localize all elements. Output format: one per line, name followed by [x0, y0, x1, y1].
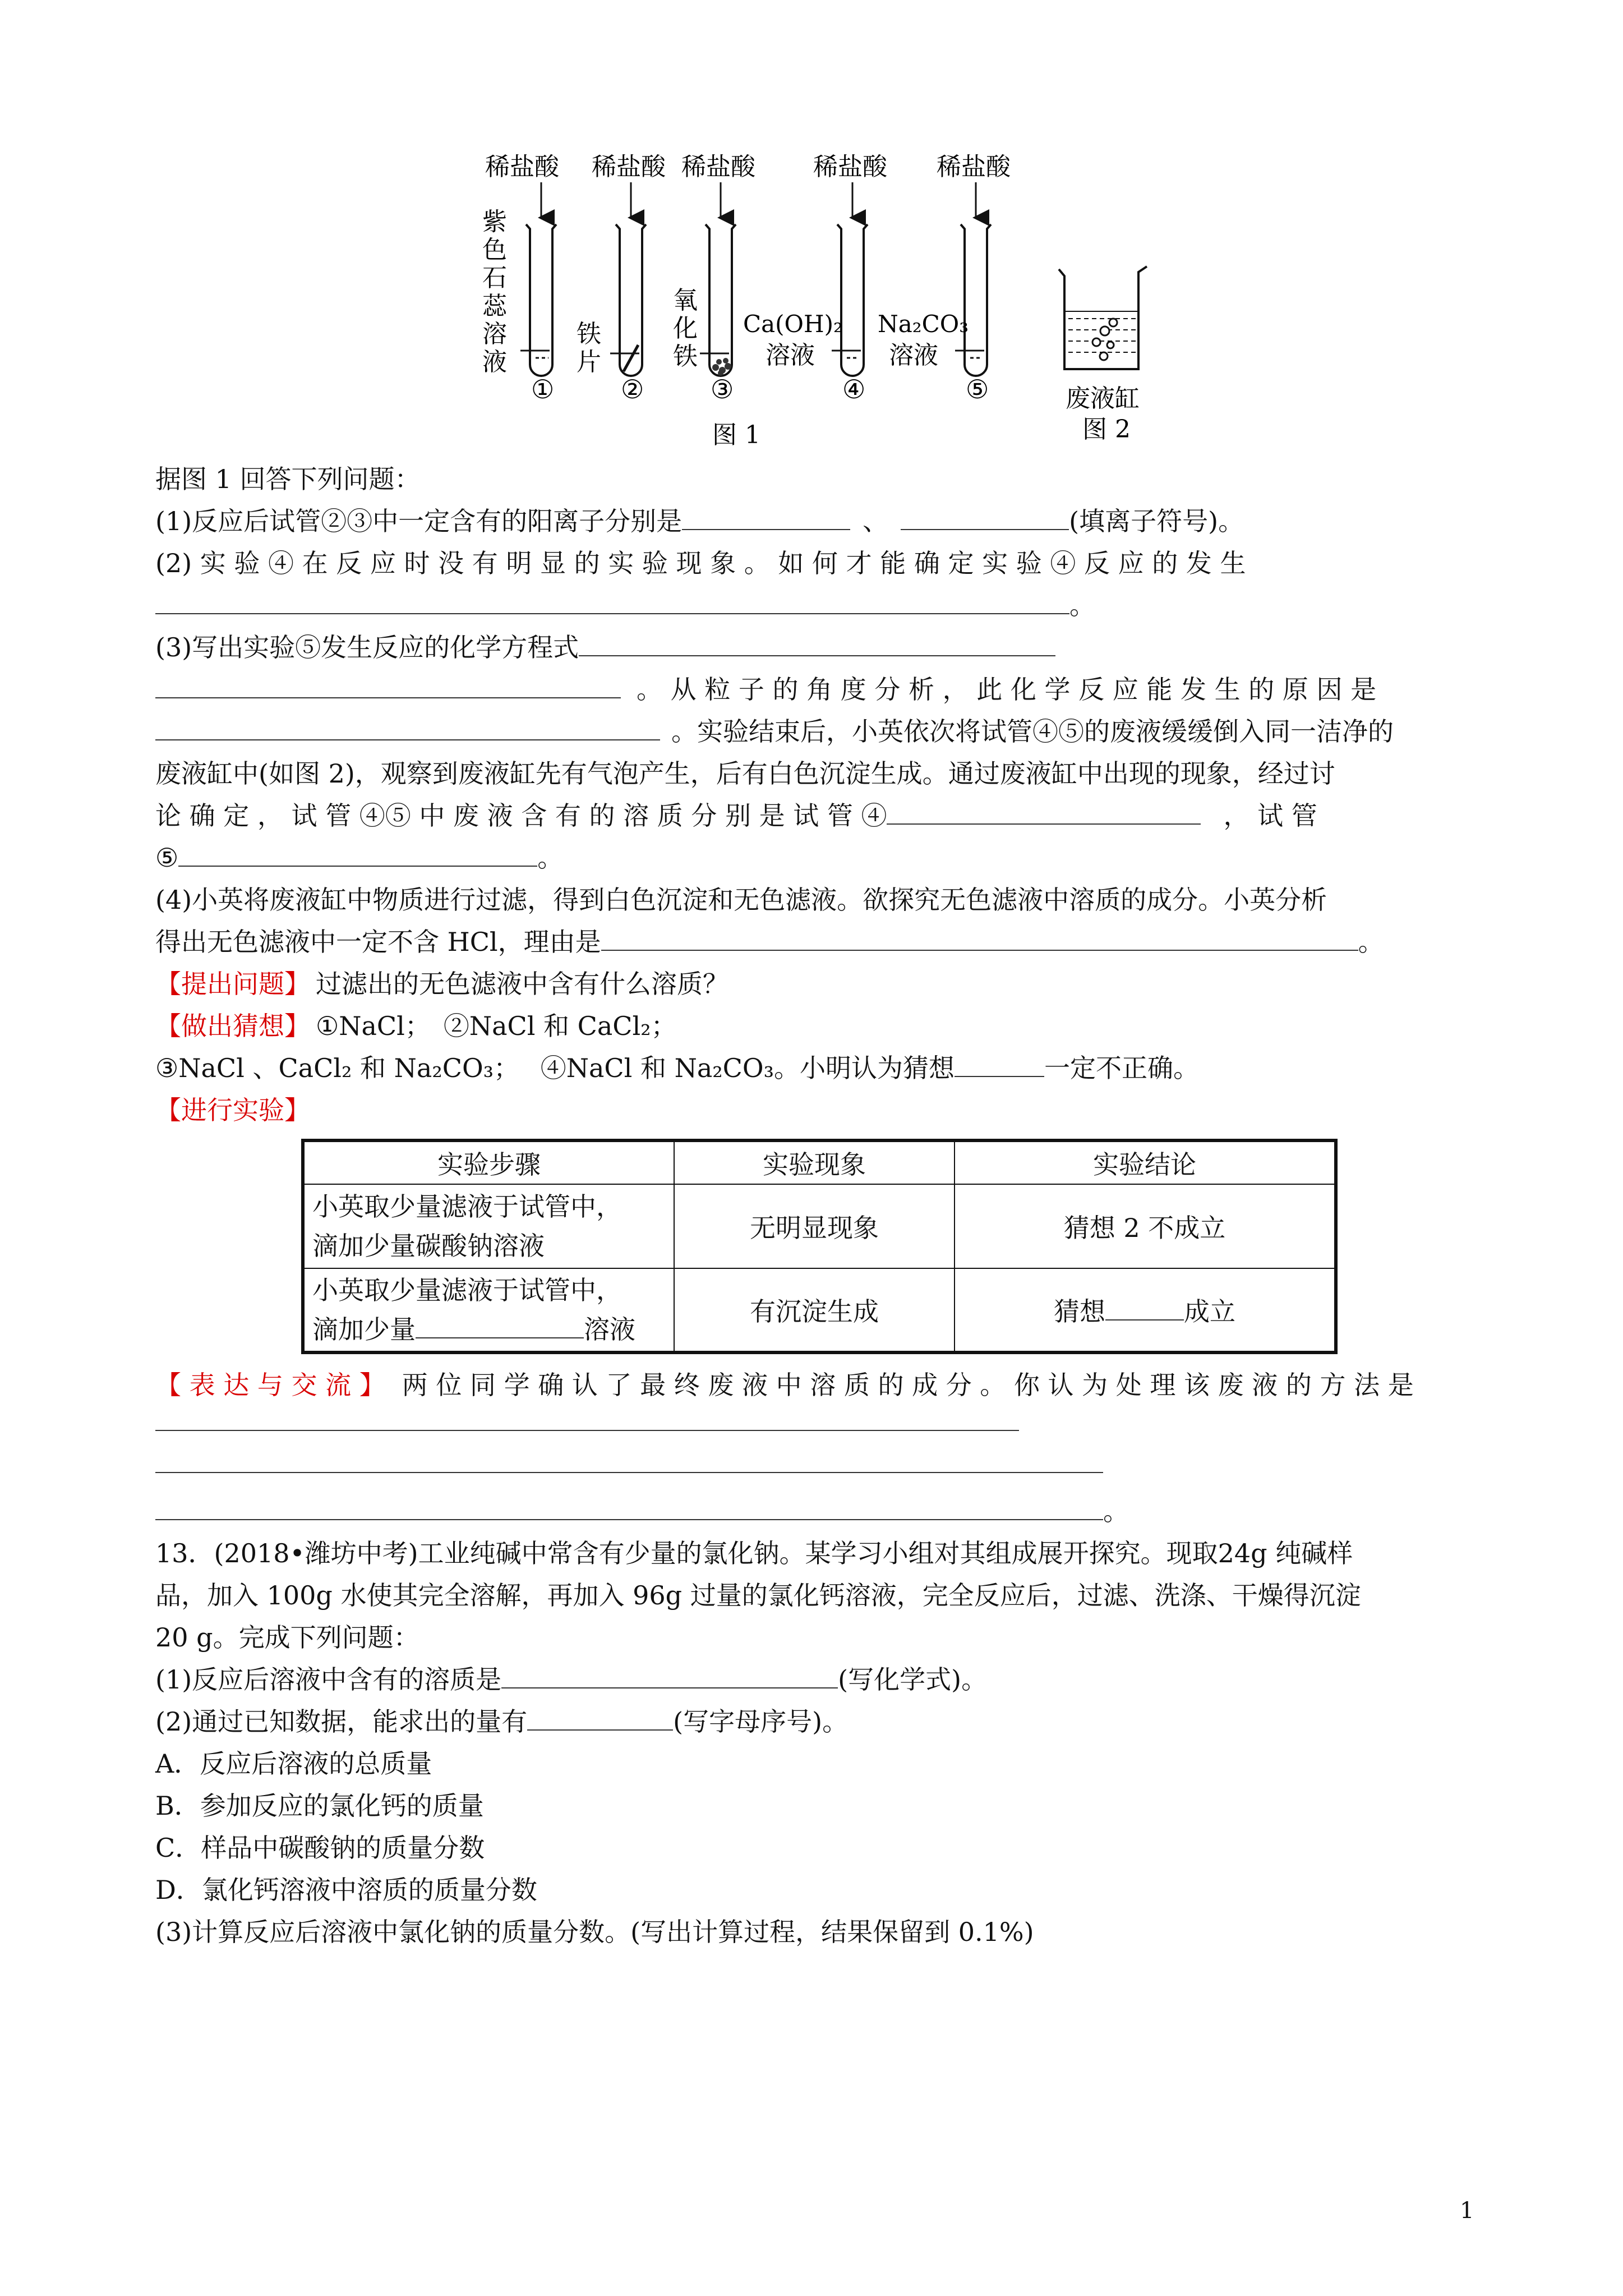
guess-text: ①NaCl； ②NaCl 和 CaCl₂； [316, 1011, 677, 1041]
row2-step-a: 小英取少量滤液于试管中， [312, 1275, 622, 1305]
experiment-tag: 【进行实验】 [155, 1095, 310, 1125]
express-text: 两 位 同 学 确 认 了 最 终 废 液 中 溶 质 的 成 分 。 你 认 为 处 理 该 废 液 的 方 法 是 [402, 1370, 1414, 1400]
q13-options-blank[interactable] [527, 1729, 673, 1731]
experiment-table [301, 1139, 1338, 1354]
tube5-label: Na₂CO₃ [878, 310, 969, 338]
row2-observation: 有沉淀生成 [674, 1268, 955, 1352]
q13-sub1-end: (写化学式)。 [838, 1664, 988, 1695]
question-3-line2 [155, 669, 1376, 706]
express-blank-3 [155, 1491, 1129, 1528]
guess-line-2 [155, 1048, 1199, 1085]
table-row [303, 1184, 1336, 1268]
tube-num-3: ③ [711, 374, 734, 404]
table-header-step: 实验步骤 [303, 1140, 674, 1184]
tube4-label: Ca(OH)₂ [743, 310, 843, 338]
option-c: C．样品中碳酸钠的质量分数 [155, 1833, 485, 1863]
question-3-line4: 废液缸中(如图 2)，观察到废液缸先有气泡产生，后有白色沉淀生成。通过废液缸中出现的现象，经过讨 [155, 758, 1335, 789]
question-3-line6 [155, 838, 563, 875]
q3-text-b: 。 从 粒 子 的 角 度 分 析 ， 此 化 学 反 应 能 发 生 的 原 因 是 [637, 674, 1377, 705]
q3-text-e: 论 确 定 ， 试 管 ④⑤ 中 废 液 含 有 的 溶 质 分 别 是 试 管 ④ [155, 800, 887, 831]
table-row [303, 1268, 1336, 1352]
q1-blank-2[interactable] [901, 528, 1069, 530]
row1-step [303, 1184, 674, 1268]
q13-solute-blank[interactable] [501, 1687, 838, 1688]
row1-step-b: 滴加少量碳酸钠溶液 [312, 1231, 545, 1261]
beaker-label: 废液缸 [1066, 384, 1140, 413]
guess-tag: 【做出猜想】 [155, 1011, 310, 1041]
q3-text-f: ⑤ [155, 843, 179, 873]
q3-blank-equation[interactable] [579, 655, 1055, 656]
figure-1-caption: 图 1 [712, 421, 760, 449]
acid-label-3: 稀盐酸 [681, 153, 755, 181]
row2-concl-a: 猜想 [1054, 1296, 1105, 1327]
q2-end: 。 [1069, 590, 1095, 620]
row1-observation: 无明显现象 [674, 1184, 955, 1268]
tube1-label-1: 紫 [482, 208, 507, 236]
q13-sub3: (3)计算反应后溶液中氯化钠的质量分数。(写出计算过程，结果保留到 0.1%) [155, 1917, 1034, 1947]
question-3-line3 [155, 711, 1394, 748]
test-tube-5 [961, 224, 991, 376]
ask-question-tag: 【提出问题】 [155, 969, 310, 999]
q3-end: 。 [537, 843, 564, 873]
question-3-line5 [155, 795, 1317, 832]
q13-sub1-text: (1)反应后溶液中含有的溶质是 [155, 1664, 502, 1695]
question-4-line2 [155, 922, 1384, 959]
guess2-end: 一定不正确。 [1044, 1053, 1200, 1083]
acid-label-4: 稀盐酸 [813, 153, 887, 181]
q13-line3: 20 g。完成下列问题： [155, 1622, 419, 1653]
express-blank-1[interactable] [155, 1407, 1019, 1437]
q13-sub1 [155, 1659, 987, 1696]
option-a: A．反应后溶液的总质量 [155, 1749, 432, 1779]
question-3-line1 [155, 627, 1055, 664]
tube-num-1: ① [531, 374, 555, 404]
guess-line [155, 1006, 677, 1043]
tube2-label-1: 铁 [577, 320, 601, 348]
q13-line2: 品，加入 100g 水使其完全溶解，再加入 96g 过量的氯化钙溶液，完全反应后，过滤、洗涤、干燥得沉淀 [155, 1580, 1361, 1611]
test-tube-1 [526, 224, 556, 376]
row2-step [303, 1268, 674, 1352]
q3-text-a: (3)写出实验⑤发生反应的化学方程式 [155, 632, 579, 662]
row2-conclusion [955, 1268, 1336, 1352]
option-b: B．参加反应的氯化钙的质量 [155, 1791, 484, 1821]
test-tube-4 [837, 224, 868, 376]
page-number: 1 [1460, 2198, 1474, 2224]
q13-line1: 13．(2018•潍坊中考)工业纯碱中常含有少量的氯化钠。某学习小组对其组成展开探究。现取24g 纯碱样 [155, 1538, 1353, 1568]
tube1-label-4: 蕊 [482, 292, 507, 320]
acid-label-2: 稀盐酸 [592, 153, 666, 181]
tube3-label-1: 氧 [673, 286, 698, 315]
option-d: D．氯化钙溶液中溶质的质量分数 [155, 1875, 537, 1905]
q3-blank-tube5[interactable] [178, 865, 537, 867]
table-header-conclusion: 实验结论 [955, 1140, 1336, 1184]
q3-blank-tube4[interactable] [887, 823, 1201, 825]
tube3-label-2: 化 [673, 314, 698, 343]
tube1-label-5: 溶 [482, 320, 507, 348]
row2-step-b1: 滴加少量 [312, 1314, 416, 1345]
experiment-figure [460, 151, 1189, 454]
express-line [155, 1365, 1468, 1402]
ask-question-text: 过滤出的无色滤液中含有什么溶质？ [316, 969, 728, 999]
tube3-label-3: 铁 [673, 342, 698, 371]
tube4-sub: 溶液 [766, 341, 815, 370]
row2-step-b2: 溶液 [584, 1314, 635, 1345]
table-header-observation: 实验现象 [674, 1140, 955, 1184]
q3-text-e2: ， 试 管 [1223, 800, 1317, 831]
q2-blank[interactable] [155, 613, 1069, 614]
tube2-label-2: 片 [577, 348, 601, 376]
ask-question-line [155, 964, 728, 1001]
question-1 [155, 501, 1244, 538]
q3-blank-reason[interactable] [155, 739, 660, 740]
tube1-label-6: 液 [482, 348, 507, 376]
question-4-line1: (4)小英将废液缸中物质进行过滤，得到白色沉淀和无色滤液。欲探究无色滤液中溶质的成分。小英分析 [155, 885, 1327, 915]
figure-2-caption: 图 2 [1082, 415, 1131, 444]
q3-blank-equation-cont[interactable] [155, 697, 621, 698]
row2-guess-blank[interactable] [1105, 1319, 1184, 1320]
question-2-answer [155, 585, 1095, 622]
q4-end: 。 [1358, 927, 1384, 957]
q1-text: (1)反应后试管②③中一定含有的阳离子分别是 [155, 506, 683, 536]
guess2-text: ③NaCl 、CaCl₂ 和 Na₂CO₃； ④NaCl 和 Na₂CO₃。小明认为猜想 [155, 1053, 955, 1083]
q13-sub2-text: (2)通过已知数据，能求出的量有 [155, 1706, 528, 1737]
tube-num-4: ④ [842, 374, 866, 404]
express-tag: 【 表 达 与 交 流 】 [155, 1370, 385, 1400]
express-blank-2[interactable] [155, 1449, 1103, 1479]
tube1-label-3: 石 [482, 264, 507, 292]
q4-text-b: 得出无色滤液中一定不含 HCl，理由是 [155, 927, 601, 957]
row2-step-b [312, 1310, 666, 1349]
q3-text-c: 。实验结束后，小英依次将试管④⑤的废液缓缓倒入同一洁净的 [671, 716, 1394, 747]
q13-sub2 [155, 1701, 848, 1738]
intro-line: 据图 1 回答下列问题： [155, 464, 421, 494]
q1-end: (填离子符号)。 [1069, 506, 1244, 536]
question-2: (2) 实 验 ④ 在 反 应 时 没 有 明 显 的 实 验 现 象 。 如 何 才 能 确 定 实 验 ④ 反 应 的 发 生 [155, 548, 1246, 578]
tube-num-2: ② [621, 374, 644, 404]
q1-blank-1[interactable] [682, 528, 850, 530]
acid-label-1: 稀盐酸 [485, 153, 559, 181]
tube1-label-2: 色 [482, 236, 507, 264]
q1-sep: 、 [863, 506, 889, 536]
row1-conclusion: 猜想 2 不成立 [955, 1184, 1336, 1268]
row2-reagent-blank[interactable] [416, 1337, 584, 1338]
acid-label-5: 稀盐酸 [937, 153, 1011, 181]
q4-blank-reason[interactable] [601, 949, 1358, 951]
q13-sub2-end: (写字母序号)。 [673, 1706, 849, 1737]
tube-num-5: ⑤ [966, 374, 989, 404]
row2-concl-b: 成立 [1184, 1296, 1235, 1327]
tube5-sub: 溶液 [889, 341, 938, 370]
express-end: 。 [1103, 1496, 1129, 1526]
row1-step-a: 小英取少量滤液于试管中， [312, 1191, 622, 1222]
guess-blank[interactable] [955, 1075, 1044, 1077]
